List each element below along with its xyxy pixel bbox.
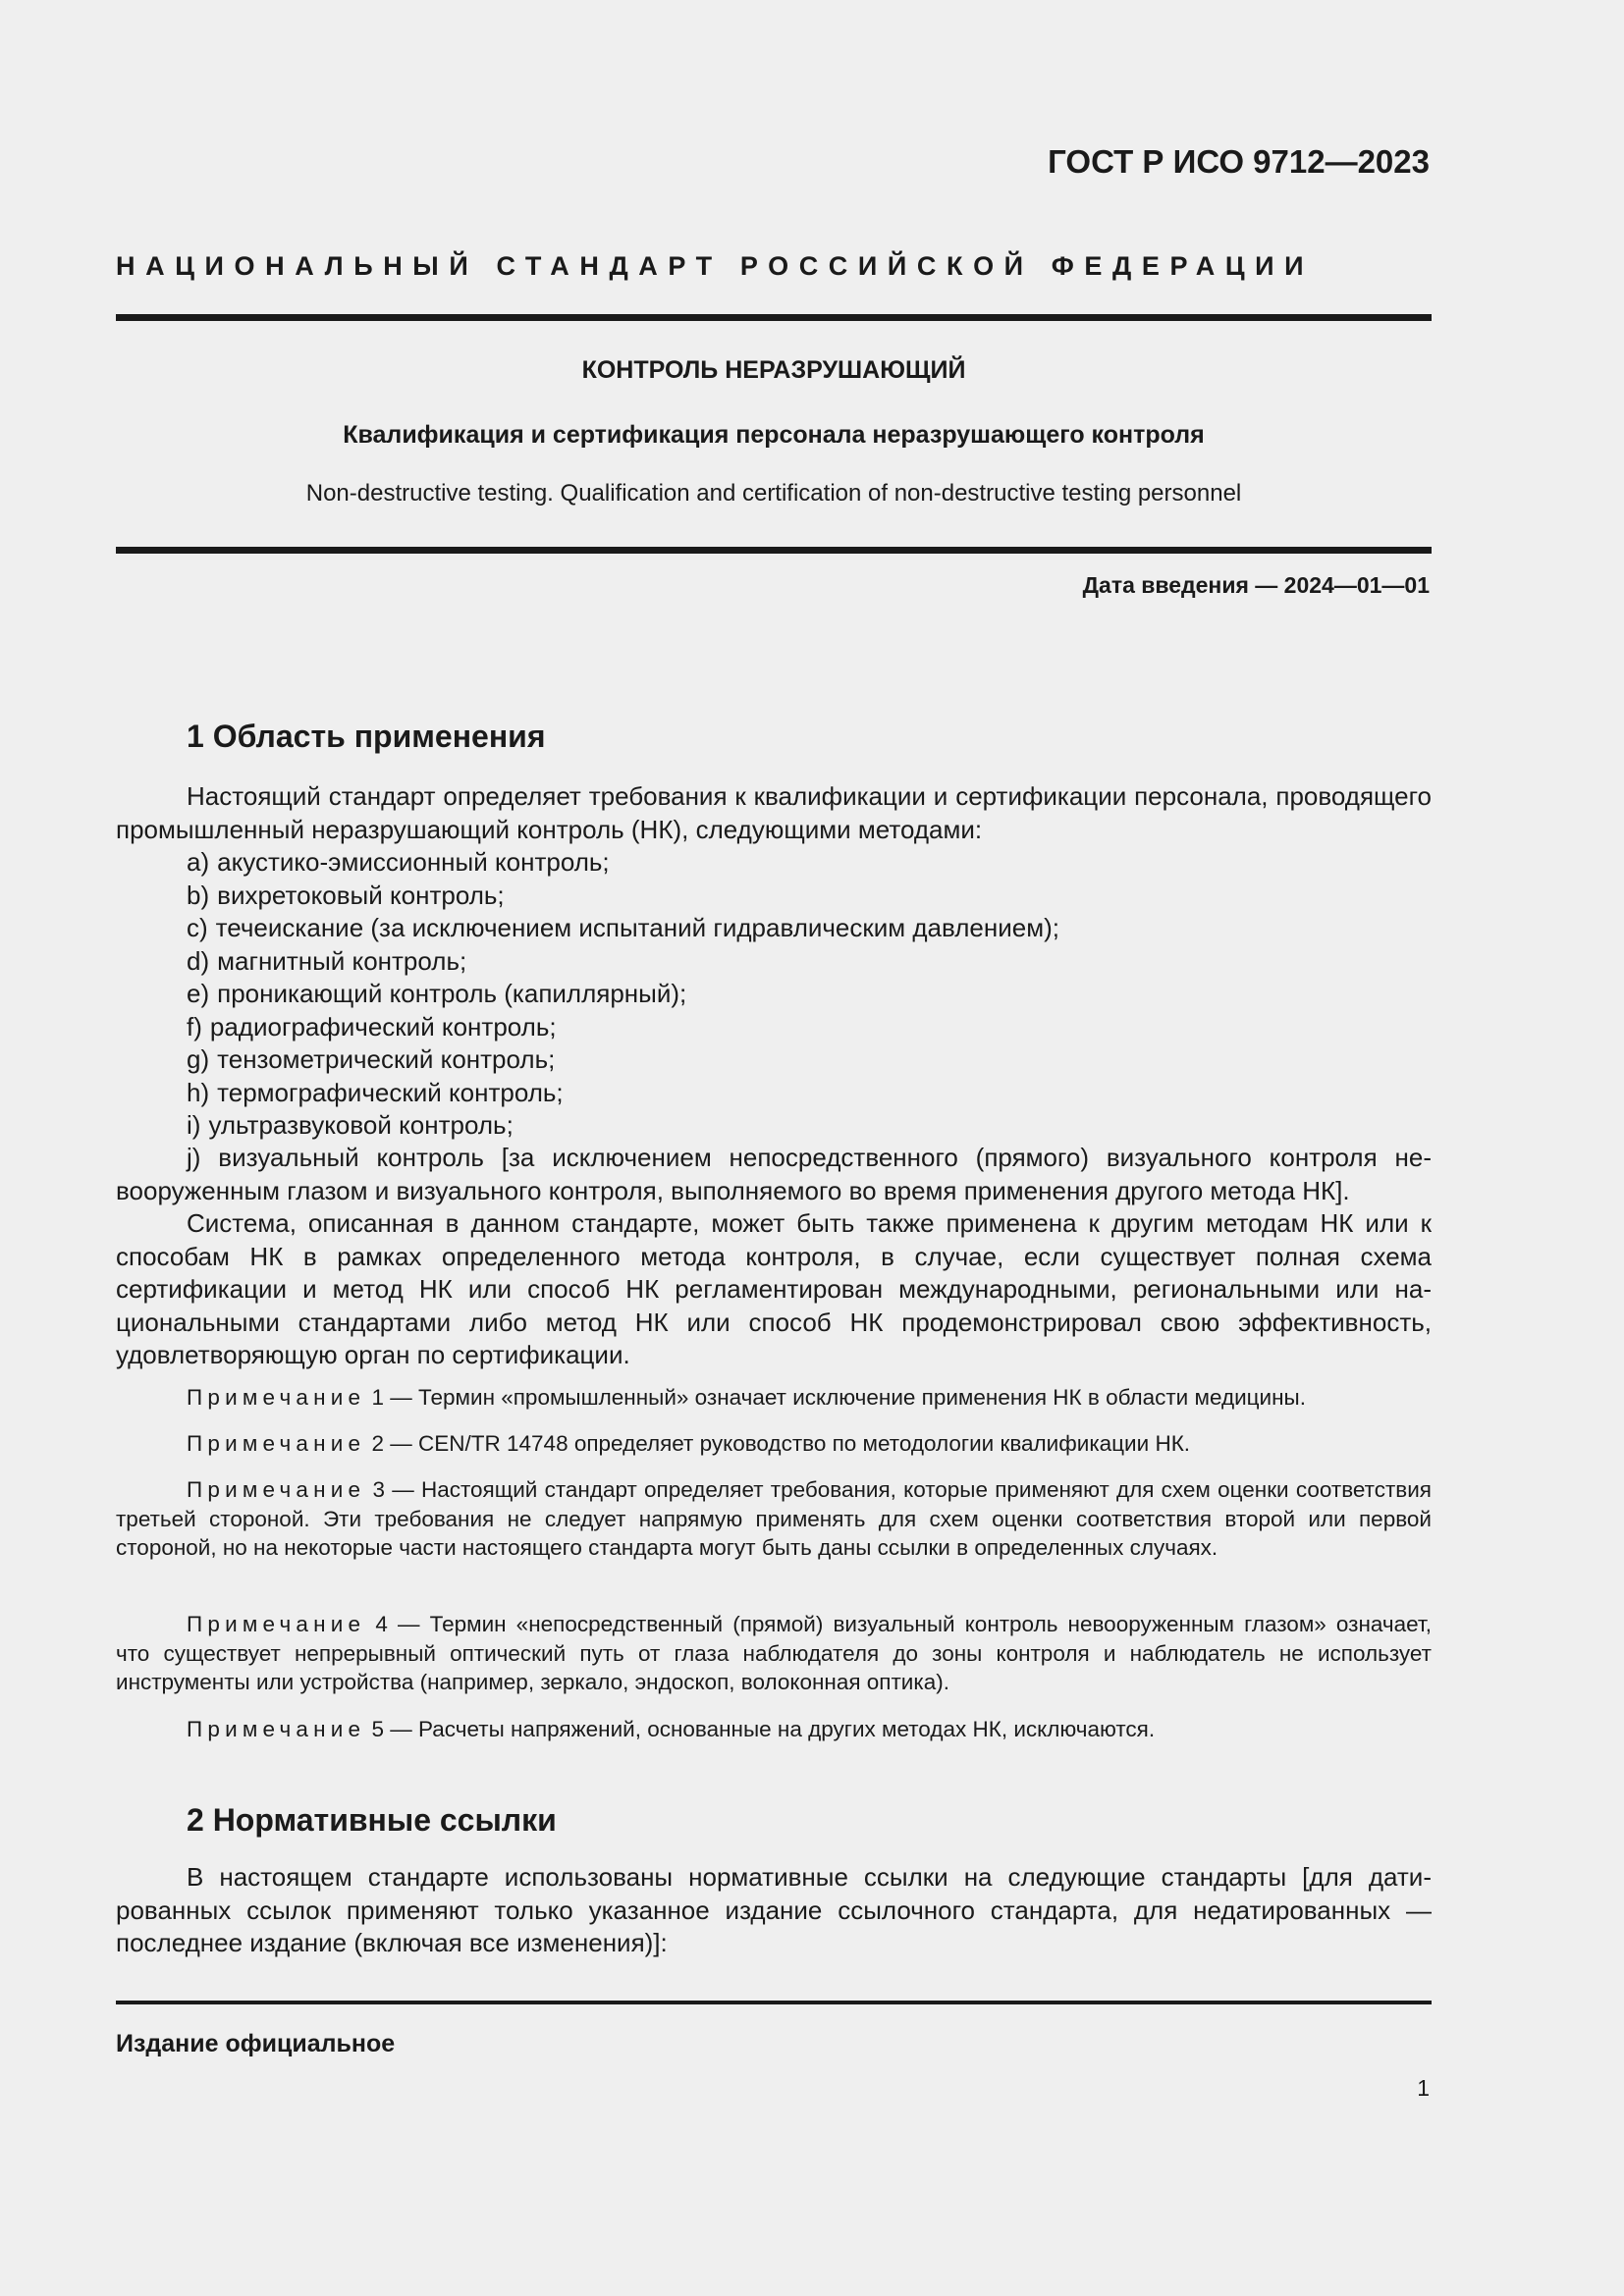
list-item-text: акустико-эмиссионный контроль; — [217, 847, 610, 877]
list-item-text: проникающий контроль (капиллярный); — [217, 979, 687, 1008]
english-title: Non-destructive testing. Qualification and certification of non-destructive testing personnel — [305, 480, 1242, 507]
edition-label: Издание официальное — [116, 2030, 396, 2057]
list-item — [187, 1043, 1059, 1077]
list-item — [187, 1109, 1059, 1143]
list-item-marker: d) — [187, 945, 210, 976]
note-text: — Расчеты напряжений, основанные на других методах НК, исключаются. — [384, 1717, 1156, 1741]
list-item — [187, 912, 1059, 945]
note-text: — Термин «непосредственный (прямой) визуальный контроль невооруженным глазом» означает, что существует непрерывный оптический путь от глаза наблюдателя до зоны контроля и наблюдатель не использует инструменты или устройства (например, зеркало, эндоскоп, волоконная оптика). — [116, 1612, 1432, 1694]
note-number: 2 — [371, 1431, 385, 1456]
note-2 — [116, 1429, 1432, 1459]
list-item — [187, 945, 1059, 979]
page-number: 1 — [1417, 2075, 1430, 2101]
document-title: КОНТРОЛЬ НЕРАЗРУШАЮЩИЙ — [581, 356, 966, 384]
note-text: — Настоящий стандарт определяет требования, которые применяют для схем оценки соответствия третьей стороной. Эти требования не следует напрямую применять для схем оценки соответствия второй или первой стороной, но на некоторые части настоящего стандарта могут быть даны ссылки в определенных случаях. — [116, 1477, 1432, 1560]
list-item-marker: e) — [187, 979, 210, 1008]
list-item — [187, 846, 1059, 880]
list-item-marker: b) — [187, 880, 210, 910]
list-item-marker: c) — [187, 913, 208, 942]
note-label: Примечание — [187, 1717, 366, 1741]
list-item-text: термографический контроль; — [217, 1077, 564, 1107]
note-label: Примечание — [187, 1431, 366, 1456]
note-label: Примечание — [187, 1477, 366, 1502]
list-item — [187, 1011, 1059, 1044]
list-item-marker: j) — [187, 1143, 201, 1172]
standard-code: ГОСТ Р ИСО 9712—2023 — [1048, 143, 1430, 180]
section-1-intro: Настоящий стандарт определяет требования к квалификации и сертификации персонала, проводящего промышленный неразрушающий контроль (НК), следующими методами: — [116, 781, 1432, 844]
list-item-text: вихретоковый контроль; — [217, 880, 505, 910]
document-subtitle: Квалификация и сертификация персонала неразрушающего контроля — [343, 421, 1205, 449]
list-item-marker: f) — [187, 1011, 202, 1041]
list-item-text: магнитный контроль; — [217, 945, 467, 976]
note-text: — CEN/TR 14748 определяет руководство по методологии квалификации НК. — [384, 1431, 1191, 1456]
title-rule — [116, 547, 1432, 554]
section-2-heading: 2 Нормативные ссылки — [187, 1802, 557, 1838]
list-item-marker: i) — [187, 1110, 201, 1140]
section-1-paragraph-2: Система, описанная в данном стандарте, может быть также применена к другим методам НК или к способам НК в рамках определенного метода контроля, в случае, если существует полная схема сертификации и метод НК или способ НК регламентирован международными, региональными или национальными стандартами либо метод НК или способ НК продемонстрировал свою эффективность, удовлетворяющую орган по сертификации. — [116, 1208, 1432, 1369]
note-5 — [116, 1715, 1432, 1744]
list-item-text: ультразвуковой контроль; — [208, 1110, 514, 1140]
list-item-marker: g) — [187, 1044, 210, 1074]
note-text: — Термин «промышленный» означает исключение применения НК в области медицины. — [384, 1385, 1306, 1410]
list-item — [187, 978, 1059, 1011]
note-number: 4 — [375, 1612, 388, 1636]
top-rule — [116, 314, 1432, 321]
footer-rule — [116, 2001, 1432, 2004]
note-4 — [116, 1610, 1432, 1697]
national-standard-banner: НАЦИОНАЛЬНЫЙ СТАНДАРТ РОССИЙСКОЙ ФЕДЕРАЦИИ — [116, 251, 1315, 281]
section-1-heading: 1 Область применения — [187, 719, 546, 754]
note-number: 1 — [371, 1385, 385, 1410]
list-item-text: тензометрический контроль; — [217, 1044, 556, 1074]
note-1 — [116, 1383, 1432, 1413]
list-item-text: радиографический контроль; — [209, 1011, 557, 1041]
list-item-marker: a) — [187, 847, 210, 877]
section-2-paragraph: В настоящем стандарте использованы нормативные ссылки на следующие стандарты [для датированных ссылок применяют только указанное издание ссылочного стандарта, для недатированных — последнее издание (включая все изменения)]: — [116, 1862, 1432, 1957]
methods-list — [187, 846, 1059, 1143]
introduction-date: Дата введения — 2024—01—01 — [1082, 572, 1430, 598]
note-number: 5 — [371, 1717, 385, 1741]
list-item — [187, 880, 1059, 913]
list-item — [187, 1077, 1059, 1110]
note-label: Примечание — [187, 1612, 366, 1636]
list-item-text: визуальный контроль [за исключением непосредственного (прямого) визуального контроля невооруженным глазом и визуального контроля, выполняемого во время применения другого метода НК]. — [116, 1143, 1432, 1205]
note-number: 3 — [372, 1477, 385, 1502]
list-item-j — [116, 1142, 1432, 1207]
note-label: Примечание — [187, 1385, 366, 1410]
list-item-marker: h) — [187, 1077, 210, 1107]
list-item-text: течеискание (за исключением испытаний гидравлическим давлением); — [215, 913, 1059, 942]
note-3 — [116, 1475, 1432, 1563]
